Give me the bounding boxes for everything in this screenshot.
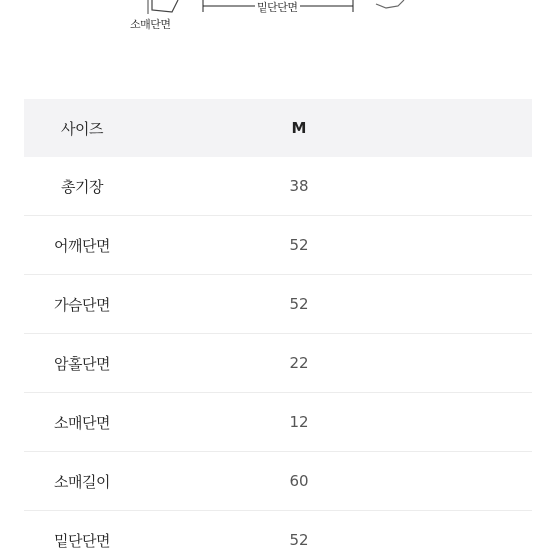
table-row [24,452,532,511]
size-table-header [24,99,532,157]
table-row [24,393,532,452]
row-value: 60 [289,472,309,490]
sleeve-width-label: 소매단면 [130,18,171,31]
row-value: 38 [289,177,309,195]
row-value: 52 [289,531,309,549]
row-value: 52 [289,295,309,313]
row-label: 가슴단면 [54,295,110,314]
table-row [24,157,532,216]
row-label: 소매단면 [54,413,110,432]
row-label: 소매길이 [54,472,110,491]
row-label: 총기장 [61,177,103,196]
table-row [24,275,532,334]
row-value: 12 [289,413,309,431]
table-row [24,216,532,275]
table-row [24,334,532,393]
hem-width-label: 밑단단면 [257,1,298,14]
row-label: 암홀단면 [54,354,110,373]
row-label: 밑단단면 [54,531,110,550]
row-value: 52 [289,236,309,254]
size-table [24,99,532,554]
row-value: 22 [289,354,309,372]
header-size: M [291,119,307,137]
table-row [24,511,532,554]
header-label: 사이즈 [61,119,103,138]
measurement-diagram [0,0,554,40]
row-label: 어깨단면 [54,236,110,255]
